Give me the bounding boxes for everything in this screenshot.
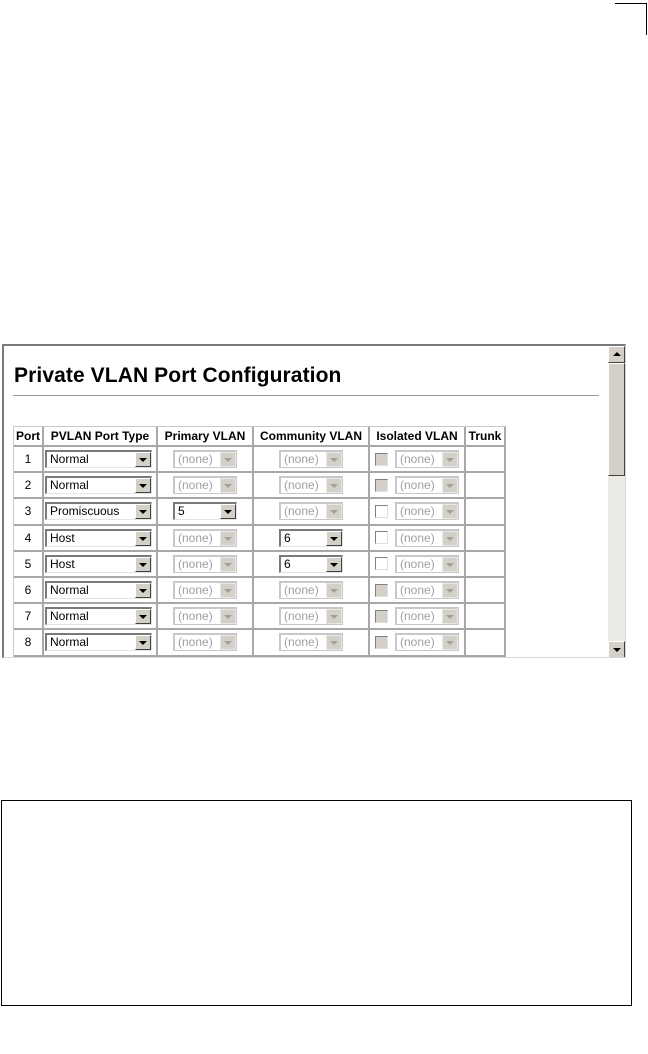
primary-vlan-select-value: 5 [178,504,185,519]
community-vlan-select[interactable] [279,529,343,547]
community-vlan-select[interactable] [279,450,343,468]
community-vlan-select[interactable] [279,607,343,625]
primary-vlan-select[interactable] [173,476,237,494]
community-vlan-select-value: (none) [284,635,319,650]
primary-vlan-select-value: (none) [178,556,213,571]
community-vlan-select-value: (none) [284,504,319,519]
title-divider [13,395,599,396]
table-header-row [14,427,506,447]
chevron-down-icon[interactable] [220,609,236,624]
type-cell [44,578,158,604]
chevron-down-icon[interactable] [326,478,342,493]
community-cell [254,447,370,473]
isolated-vlan-select-value: (none) [400,504,435,519]
type-cell [44,473,158,499]
isolated-checkbox[interactable] [375,584,388,597]
type-cell [44,630,158,656]
chevron-down-icon[interactable] [442,452,458,467]
community-vlan-select[interactable] [279,581,343,599]
chevron-down-icon[interactable] [326,557,342,572]
isolated-vlan-select[interactable] [395,529,459,547]
chevron-down-icon[interactable] [135,583,151,598]
chevron-down-icon[interactable] [326,583,342,598]
table-row [14,447,506,473]
type-cell [44,526,158,552]
pvlan-port-type-select-value: Promiscuous [50,504,120,519]
page-content [4,346,607,658]
primary-vlan-select-value: (none) [178,530,213,545]
isolated-checkbox[interactable] [375,557,388,570]
chevron-down-icon[interactable] [220,583,236,598]
primary-vlan-select-value: (none) [178,609,213,624]
trunk-cell [466,630,506,656]
community-cell [254,473,370,499]
isolated-cell [370,604,466,630]
isolated-cell [370,552,466,578]
pvlan-port-type-select-value: Normal [50,635,89,650]
isolated-checkbox[interactable] [375,610,388,623]
community-cell [254,552,370,578]
isolated-checkbox[interactable] [375,505,388,518]
pvlan-port-type-select-value: Host [50,530,75,545]
isolated-checkbox[interactable] [375,531,388,544]
table-row [14,499,506,525]
chevron-down-icon[interactable] [442,478,458,493]
chevron-down-icon[interactable] [442,635,458,650]
port-number: 4 [14,526,44,552]
chevron-down-icon[interactable] [135,452,151,467]
port-number: 6 [14,578,44,604]
chevron-down-icon[interactable] [326,609,342,624]
isolated-vlan-select[interactable] [395,581,459,599]
isolated-vlan-select-value: (none) [400,635,435,650]
header-primary-vlan: Primary VLAN [158,427,254,447]
port-number: 7 [14,604,44,630]
community-vlan-select-value: 6 [284,530,291,545]
chevron-down-icon[interactable] [135,609,151,624]
type-cell [44,552,158,578]
primary-cell [158,604,254,630]
chevron-down-icon[interactable] [220,478,236,493]
isolated-vlan-select-value: (none) [400,609,435,624]
primary-vlan-select[interactable] [173,633,237,651]
isolated-vlan-select[interactable] [395,502,459,520]
browser-window [2,344,626,658]
chevron-down-icon[interactable] [135,504,151,519]
isolated-cell [370,526,466,552]
isolated-checkbox[interactable] [375,479,388,492]
pvlan-port-type-select[interactable] [45,476,152,494]
primary-vlan-select-value: (none) [178,583,213,598]
community-vlan-select-value: (none) [284,478,319,493]
primary-cell [158,473,254,499]
isolated-vlan-select[interactable] [395,633,459,651]
pvlan-port-type-select[interactable] [45,450,152,468]
trunk-cell [466,526,506,552]
community-vlan-select[interactable] [279,502,343,520]
primary-cell [158,630,254,656]
port-number: 1 [14,447,44,473]
type-cell [44,499,158,525]
table-row [14,578,506,604]
community-cell [254,526,370,552]
table-row [14,473,506,499]
chevron-down-icon[interactable] [442,504,458,519]
chevron-down-icon[interactable] [442,609,458,624]
isolated-vlan-select-value: (none) [400,452,435,467]
pvlan-port-type-select[interactable] [45,607,152,625]
primary-vlan-select[interactable] [173,529,237,547]
chevron-down-icon[interactable] [135,531,151,546]
isolated-vlan-select-value: (none) [400,556,435,571]
header-port: Port [14,427,44,447]
primary-cell [158,447,254,473]
pvlan-port-type-select-value: Normal [50,609,89,624]
isolated-cell [370,447,466,473]
vertical-scrollbar[interactable] [608,346,625,658]
chevron-down-icon[interactable] [220,452,236,467]
primary-vlan-select-value: (none) [178,478,213,493]
isolated-vlan-select-value: (none) [400,478,435,493]
chevron-down-icon[interactable] [442,557,458,572]
community-vlan-select-value: (none) [284,452,319,467]
port-number: 3 [14,499,44,525]
community-vlan-select-value: (none) [284,609,319,624]
page-corner-mark [615,3,647,35]
pvlan-port-type-select[interactable] [45,581,152,599]
header-isolated-vlan: Isolated VLAN [370,427,466,447]
isolated-vlan-select[interactable] [395,476,459,494]
chevron-down-icon[interactable] [220,504,236,519]
header-community-vlan: Community VLAN [254,427,370,447]
arrow-up-icon[interactable] [608,346,625,363]
isolated-cell [370,578,466,604]
isolated-vlan-select-value: (none) [400,530,435,545]
type-cell [44,447,158,473]
pvlan-port-type-select-value: Normal [50,583,89,598]
pvlan-port-table [13,426,506,657]
chevron-down-icon[interactable] [326,452,342,467]
community-cell [254,499,370,525]
primary-cell [158,552,254,578]
trunk-cell [466,473,506,499]
primary-vlan-select[interactable] [173,555,237,573]
chevron-down-icon[interactable] [135,635,151,650]
community-vlan-select[interactable] [279,476,343,494]
pvlan-port-type-select[interactable] [45,502,152,520]
isolated-checkbox[interactable] [375,453,388,466]
chevron-down-icon[interactable] [326,531,342,546]
pvlan-port-type-select[interactable] [45,555,152,573]
isolated-vlan-select[interactable] [395,450,459,468]
port-number: 5 [14,552,44,578]
isolated-cell [370,473,466,499]
primary-vlan-select[interactable] [173,607,237,625]
chevron-down-icon[interactable] [135,557,151,572]
primary-vlan-select[interactable] [173,502,237,520]
scrollbar-thumb[interactable] [608,363,625,476]
community-cell [254,630,370,656]
pvlan-port-type-select-value: Normal [50,478,89,493]
chevron-down-icon[interactable] [135,478,151,493]
chevron-down-icon[interactable] [220,635,236,650]
table-row [14,630,506,656]
community-cell [254,604,370,630]
chevron-down-icon[interactable] [442,531,458,546]
primary-vlan-select[interactable] [173,581,237,599]
trunk-cell [466,552,506,578]
chevron-down-icon[interactable] [326,504,342,519]
trunk-cell [466,578,506,604]
table-row [14,604,506,630]
pvlan-port-type-select-value: Host [50,556,75,571]
primary-cell [158,526,254,552]
chevron-down-icon[interactable] [220,557,236,572]
port-number: 8 [14,630,44,656]
arrow-down-icon[interactable] [608,641,625,658]
empty-frame [1,800,632,1006]
primary-cell [158,499,254,525]
community-vlan-select[interactable] [279,633,343,651]
primary-cell [158,578,254,604]
table-row [14,552,506,578]
community-vlan-select[interactable] [279,555,343,573]
chevron-down-icon[interactable] [220,531,236,546]
isolated-vlan-select-value: (none) [400,583,435,598]
isolated-cell [370,630,466,656]
chevron-down-icon[interactable] [326,635,342,650]
isolated-checkbox[interactable] [375,636,388,649]
isolated-vlan-select[interactable] [395,607,459,625]
community-vlan-select-value: 6 [284,556,291,571]
isolated-cell [370,499,466,525]
port-number: 2 [14,473,44,499]
chevron-down-icon[interactable] [442,583,458,598]
trunk-cell [466,604,506,630]
type-cell [44,604,158,630]
header-trunk: Trunk [466,427,506,447]
pvlan-port-type-select-value: Normal [50,452,89,467]
header-pvlan-port-type: PVLAN Port Type [44,427,158,447]
community-cell [254,578,370,604]
trunk-cell [466,447,506,473]
pvlan-port-type-select[interactable] [45,529,152,547]
community-vlan-select-value: (none) [284,583,319,598]
page-title: Private VLAN Port Configuration [14,364,342,387]
primary-vlan-select[interactable] [173,450,237,468]
primary-vlan-select-value: (none) [178,452,213,467]
pvlan-port-type-select[interactable] [45,633,152,651]
table-row [14,526,506,552]
isolated-vlan-select[interactable] [395,555,459,573]
primary-vlan-select-value: (none) [178,635,213,650]
trunk-cell [466,499,506,525]
